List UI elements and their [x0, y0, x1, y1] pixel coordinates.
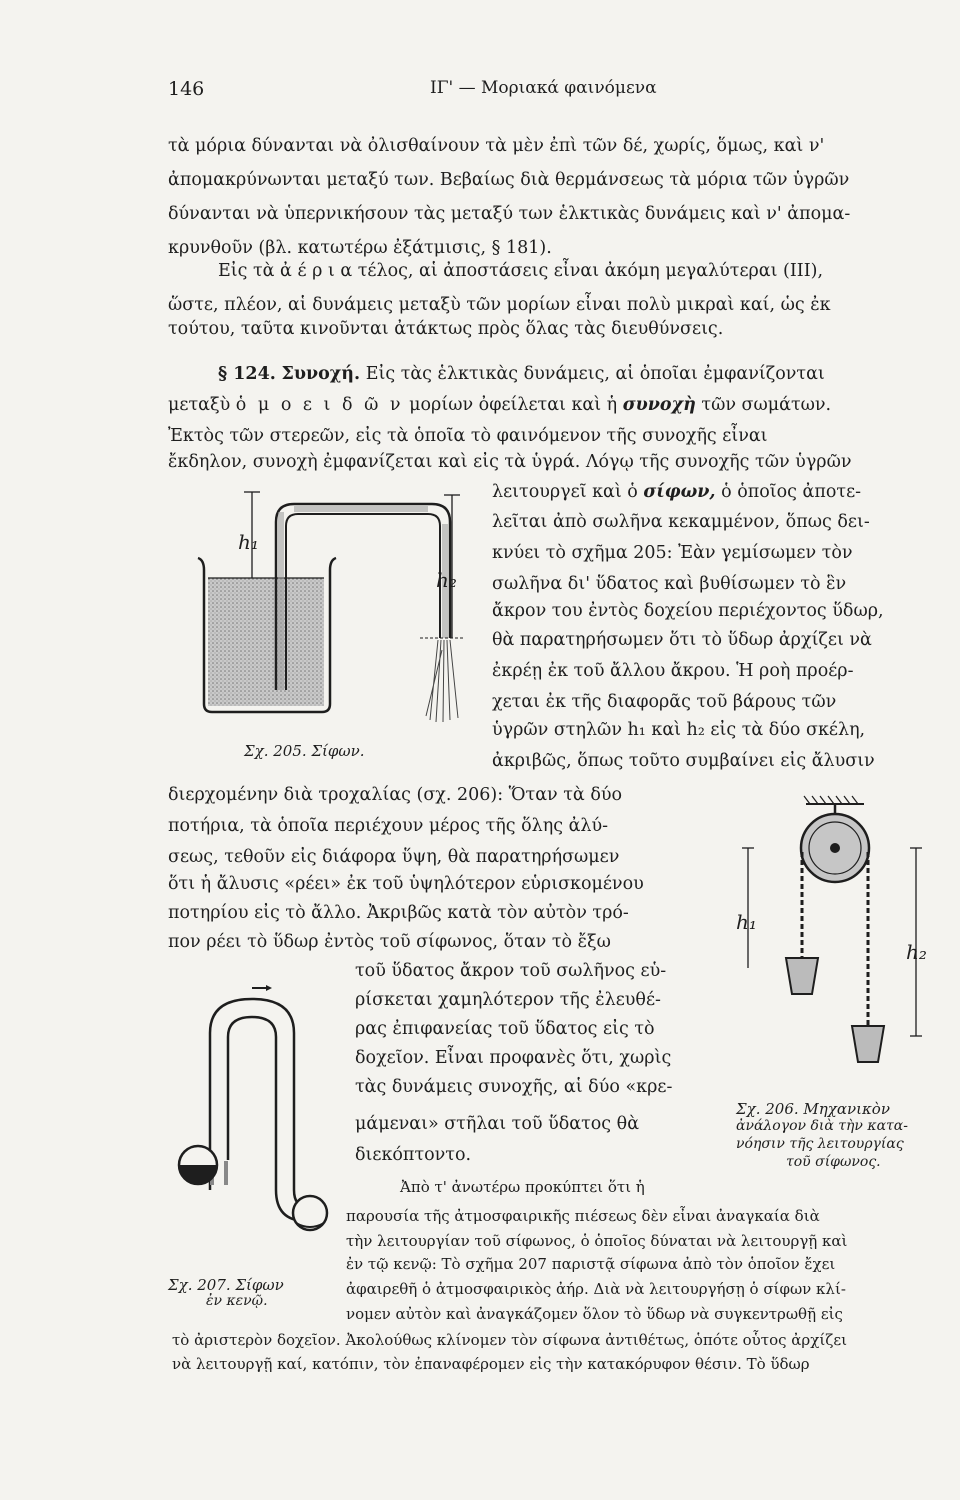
text-fragment: λειτουργεῖ καὶ ὁ	[492, 482, 638, 502]
text-line: ρίσκεται χαμηλότερον τῆς ἐλευθέ-	[355, 990, 661, 1010]
text-line: πον ρέει τὸ ὕδωρ ἐντὸς τοῦ σίφωνος, ὅταν τὸ ἔξω	[168, 932, 611, 952]
text-fragment: μεταξὺ	[168, 395, 231, 415]
text-line: κρυνθοῦν (βλ. κατωτέρω ἐξάτμισις, § 181).	[168, 238, 552, 258]
water-jet	[426, 640, 458, 722]
text-line: ὥστε, πλέον, αἱ δυνάμεις μεταξὺ τῶν μορίων εἶναι πολὺ μικραὶ καί, ὡς ἐκ	[168, 295, 831, 315]
caption-line: ἐν κενῷ.	[206, 1293, 268, 1309]
text-fragment: ὁ ὁποῖος ἀποτε-	[721, 482, 862, 502]
text-line: κνύει τὸ σχῆμα 205: Ἐὰν γεμίσωμεν τὸν	[492, 543, 853, 563]
text-line: ἐν τῷ κενῷ: Τὸ σχῆμα 207 παριστᾷ σίφωνα ἀπὸ τὸν ὁποῖον ἔχει	[346, 1255, 836, 1273]
text-line: θὰ παρατηρήσωμεν ὅτι τὸ ὕδωρ ἀρχίζει νὰ	[492, 630, 872, 650]
text-line: τοῦ ὕδατος ἄκρον τοῦ σωλῆνος εὑ-	[355, 961, 667, 981]
text-line: τὰς δυνάμεις συνοχῆς, αἱ δύο «κρε-	[355, 1077, 673, 1097]
bold-term: σίφων,	[643, 482, 716, 502]
caption-line: Σχ. 207. Σίφων	[168, 1276, 284, 1294]
text-line: ρας ἐπιφανείας τοῦ ὕδατος εἰς τὸ	[355, 1019, 655, 1039]
text-line: Ἐκτὸς τῶν στερεῶν, εἰς τὰ ὁποῖα τὸ φαινόμενον τῆς συνοχῆς εἶναι	[168, 426, 768, 446]
caption-line: Σχ. 206. Μηχανικὸν	[736, 1100, 890, 1118]
figure-205-siphon	[180, 490, 480, 750]
text-line: νὰ λειτουργῇ καί, κατόπιν, τὸν ἐπαναφέρομεν εἰς τὴν κατακόρυφον θέσιν. Τὸ ὕδωρ	[172, 1355, 810, 1373]
bold-term: συνοχὴ	[622, 395, 696, 415]
spaced-term: ὁ μ ο ε ι δ ῶ ν	[235, 395, 404, 415]
text-line: ἐκρέῃ ἐκ τοῦ ἄλλου ἄκρου. Ἡ ροὴ προέρ-	[492, 661, 854, 681]
text-fragment: τῶν σωμάτων.	[701, 395, 832, 415]
text-fragment: Εἰς τὰς ἑλκτικὰς δυνάμεις, αἱ ὁποῖαι ἐμφανίζονται	[365, 364, 825, 384]
chapter-title: ΙΓ' — Μοριακά φαινόμενα	[430, 78, 657, 98]
text-line: Ἀπὸ τ' ἀνωτέρω προκύπτει ὅτι ἡ	[400, 1178, 645, 1196]
text-line: ἄκρον του ἐντὸς δοχείου περιέχοντος ὕδωρ,	[492, 601, 884, 621]
text-line: διερχομένην διὰ τροχαλίας (σχ. 206): Ὅταν τὰ δύο	[168, 785, 623, 805]
text-line	[492, 484, 861, 502]
label-h1: h₁	[736, 910, 757, 934]
text-line: Εἰς τὰ ἀ έ ρ ι α τέλος, αἱ ἀποστάσεις εἶναι ἀκόμη μεγαλύτεραι (III),	[218, 261, 824, 281]
text-line: ὑγρῶν στηλῶν h₁ καὶ h₂ εἰς τὰ δύο σκέλη,	[492, 720, 866, 740]
figure-207-vacuum-siphon	[168, 985, 348, 1255]
text-line: νομεν αὐτὸν καὶ ἀναγκάζομεν ὅλον τὸ ὕδωρ νὰ συγκεντρωθῇ εἰς	[346, 1305, 843, 1323]
text-line	[168, 397, 831, 415]
text-line: δύνανται νὰ ὑπερνικήσουν τὰς μεταξύ των ἑλκτικὰς δυνάμεις καὶ ν' ἀπομα-	[168, 204, 851, 224]
text-line: ποτήρια, τὰ ὁποῖα περιέχουν μέρος τῆς ὅλης ἀλύ-	[168, 816, 609, 836]
text-line: ὅτι ἡ ἄλυσις «ρέει» ἐκ τοῦ ὑψηλότερον εὑρισκομένου	[168, 874, 644, 894]
text-line: παρουσία τῆς ἀτμοσφαιρικῆς πιέσεως δὲν εἶναι ἀναγκαία διὰ	[346, 1207, 820, 1225]
caption-figure-205: Σχ. 205. Σίφων.	[244, 742, 365, 760]
text-line: ἀπομακρύνωνται μεταξύ των. Βεβαίως διὰ θερμάνσεως τὰ μόρια τῶν ὑγρῶν	[168, 170, 850, 190]
caption-line: τοῦ σίφωνος.	[786, 1154, 881, 1170]
text-line: ἀφαιρεθῆ ὁ ἀτμοσφαιρικὸς ἀήρ. Διὰ νὰ λειτουργήσῃ ὁ σίφων κλί-	[346, 1280, 846, 1298]
label-h2: h₂	[436, 568, 457, 592]
section-title: Συνοχή.	[281, 364, 361, 384]
water-fill	[208, 578, 324, 706]
text-line: ποτηρίου εἰς τὸ ἄλλο. Ἀκριβῶς κατὰ τὸν αὐτὸν τρό-	[168, 903, 629, 923]
label-h2: h₂	[906, 940, 927, 964]
text-fragment: μορίων ὀφείλεται καὶ ἡ	[409, 395, 618, 415]
text-line: μάμεναι» στῆλαι τοῦ ὕδατος θὰ	[355, 1114, 640, 1134]
text-line: τὸ ἀριστερὸν δοχεῖον. Ἀκολούθως κλίνομεν τὸν σίφωνα ἀντιθέτως, ὁπότε οὗτος ἀρχίζει	[172, 1331, 847, 1349]
caption-line: ἀνάλογον διὰ τὴν κατα-	[736, 1118, 908, 1134]
cup-upper	[786, 958, 818, 994]
text-line: δοχεῖον. Εἶναι προφανὲς ὅτι, χωρὶς	[355, 1048, 672, 1068]
label-h1: h₁	[238, 530, 259, 554]
text-line: χεται ἐκ τῆς διαφορᾶς τοῦ βάρους τῶν	[492, 692, 837, 712]
text-line: ἔκδηλον, συνοχὴ ἐμφανίζεται καὶ εἰς τὰ ὑγρά. Λόγῳ τῆς συνοχῆς τῶν ὑγρῶν	[168, 452, 852, 472]
text-line: λεῖται ἀπὸ σωλῆνα κεκαμμένον, ὅπως δει-	[492, 512, 870, 532]
text-line: τούτου, ταῦτα κινοῦνται ἀτάκτως πρὸς ὅλας τὰς διευθύνσεις.	[168, 319, 724, 339]
text-line: σεως, τεθοῦν εἰς διάφορα ὕψη, θὰ παρατηρήσωμεν	[168, 847, 620, 867]
text-line: τὰ μόρια δύνανται νὰ ὀλισθαίνουν τὰ μὲν ἐπὶ τῶν δέ, χωρίς, ὅμως, καὶ ν'	[168, 136, 825, 156]
text-line: ἀκριβῶς, ὅπως τοῦτο συμβαίνει εἰς ἄλυσιν	[492, 751, 875, 771]
text-line: τὴν λειτουργίαν τοῦ σίφωνος, ὁ ὁποῖος δύναται νὰ λειτουργῇ καὶ	[346, 1232, 848, 1250]
section-heading-line	[218, 366, 825, 384]
text-line: διεκόπτοντο.	[355, 1145, 472, 1165]
cup-lower	[852, 1026, 884, 1062]
page-number: 146	[168, 78, 205, 100]
caption-line: νόησιν τῆς λειτουργίας	[736, 1136, 904, 1152]
text-line: σωλῆνα δι' ὕδατος καὶ βυθίσωμεν τὸ ἓν	[492, 574, 847, 594]
section-number: § 124.	[218, 364, 276, 384]
